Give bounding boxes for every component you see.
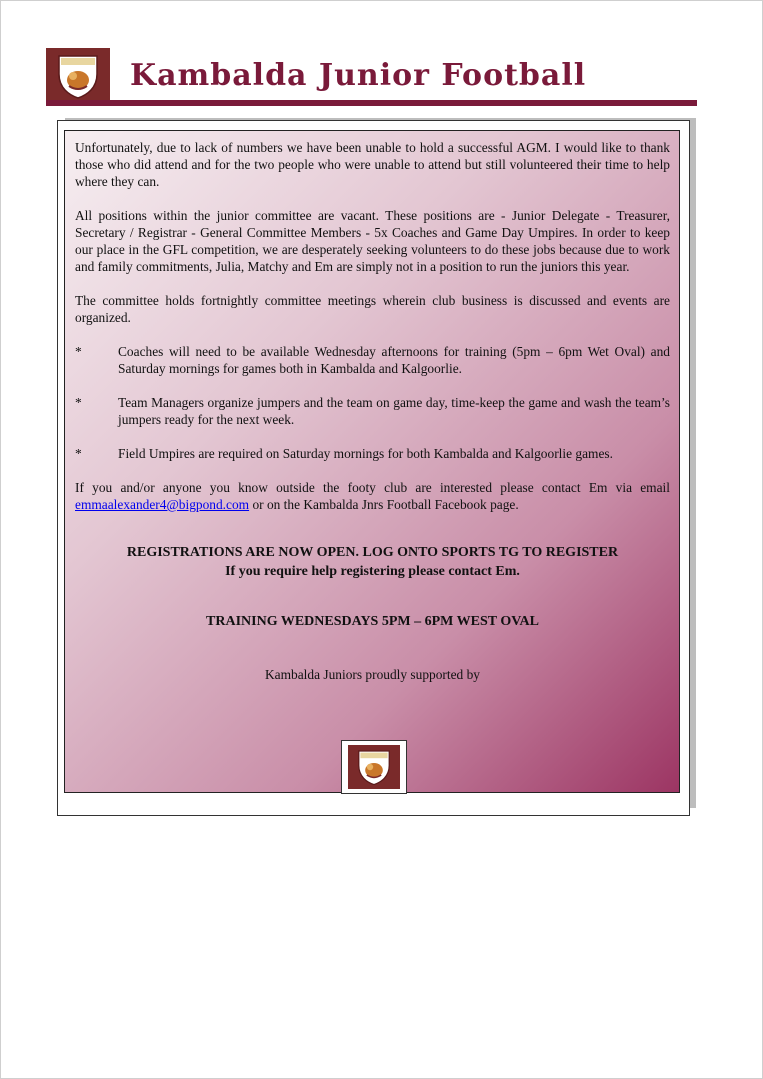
bullet-mark: * <box>75 395 82 410</box>
contact-text: If you and/or anyone you know outside the footy club are interested please contact Em via email <box>75 480 670 495</box>
content-panel <box>64 130 680 793</box>
list-item <box>75 445 670 462</box>
list-item <box>75 343 670 377</box>
list-item <box>75 394 670 428</box>
bullet-mark: * <box>75 344 82 359</box>
page-title: Kambalda Junior Football <box>130 58 587 93</box>
sponsor-text: Kambalda Juniors proudly supported by <box>265 667 480 682</box>
meetings-paragraph: The committee holds fortnightly committee meetings wherein club business is discussed and events are organized. <box>75 293 670 325</box>
contact-text-end: or on the Kambalda Jnrs Football Facebook page. <box>249 497 519 512</box>
bullet-text: Team Managers organize jumpers and the team on game day, time-keep the game and wash the team’s jumpers ready for the next week. <box>118 395 670 427</box>
contact-paragraph <box>75 479 670 513</box>
bullet-text: Coaches will need to be available Wednesday afternoons for training (5pm – 6pm Wet Oval) and Saturday mornings for games both in Kambalda and Kalgoorlie. <box>118 344 670 376</box>
club-logo <box>46 48 110 104</box>
shield-crest-icon <box>53 52 103 100</box>
shield-crest-icon <box>354 747 394 787</box>
registrations-heading: REGISTRATIONS ARE NOW OPEN. LOG ONTO SPORTS TG TO REGISTER <box>126 545 619 560</box>
intro-paragraph: Unfortunately, due to lack of numbers we have been unable to hold a successful AGM. I would like to thank those who did attend and for the two people who were unable to attend but still volunteered their time to help where they can. <box>75 140 670 189</box>
bullet-text: Field Umpires are required on Saturday mornings for both Kambalda and Kalgoorlie games. <box>118 446 613 461</box>
email-link[interactable]: emmaalexander4@bigpond.com <box>75 497 250 512</box>
title-divider <box>46 100 697 106</box>
bullet-mark: * <box>75 446 82 461</box>
registrations-help: If you require help registering please contact Em. <box>225 564 520 579</box>
sponsor-logo <box>341 740 407 794</box>
training-notice: TRAINING WEDNESDAYS 5PM – 6PM WEST OVAL <box>206 614 539 629</box>
registrations-notice <box>75 543 670 581</box>
positions-paragraph: All positions within the junior committee are vacant. These positions are - Junior Delegate - Treasurer, Secretary / Registrar - General Committee Members - 5x Coaches and Game Day Umpires. In order to keep our place in the GFL competition, we are desperately seeking volunteers to do these jobs because due to work and family commitments, Julia, Matchy and Em are simply not in a position to run the juniors this year. <box>75 208 670 274</box>
